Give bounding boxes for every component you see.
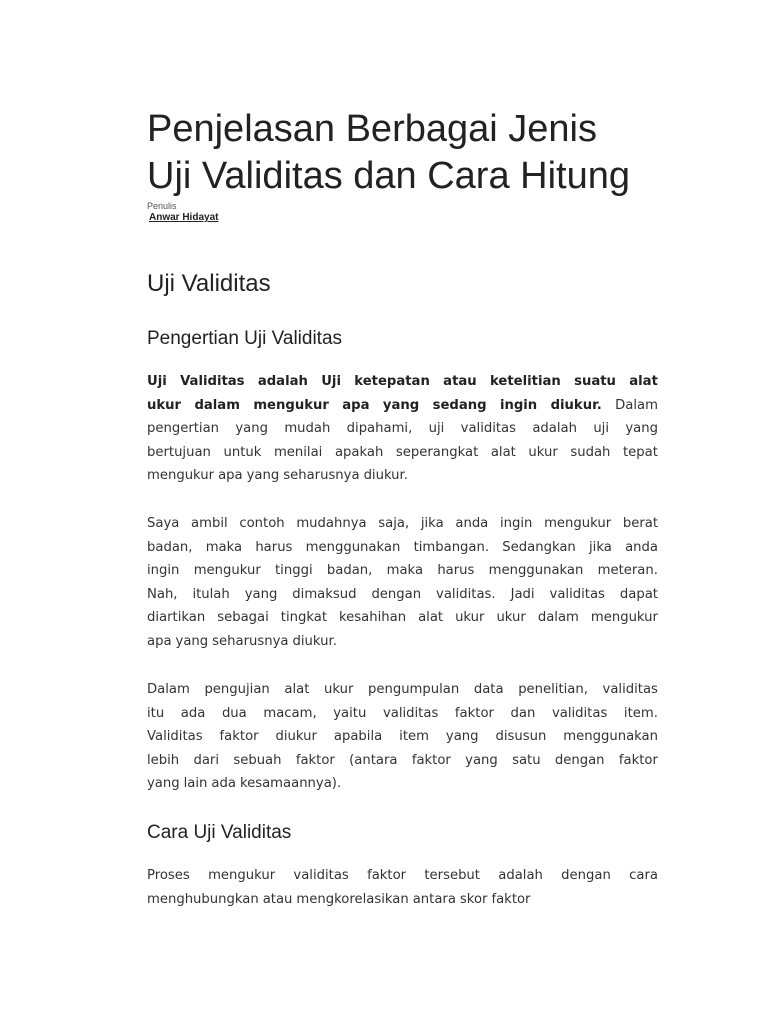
word: Uji bbox=[321, 374, 341, 389]
word: dimaksud bbox=[292, 586, 357, 602]
paragraph-line bbox=[147, 370, 658, 394]
word: validitas bbox=[382, 705, 439, 721]
paragraph-process bbox=[147, 864, 658, 911]
word: apa bbox=[218, 468, 243, 484]
word: seharusnya bbox=[212, 633, 289, 649]
word: mengukur bbox=[253, 397, 329, 413]
paragraph-line bbox=[147, 630, 658, 654]
word: faktor bbox=[367, 868, 407, 883]
word: ukur bbox=[455, 610, 485, 626]
paragraph-line bbox=[147, 464, 658, 488]
word: apa bbox=[147, 633, 172, 649]
word: harus bbox=[255, 539, 293, 555]
word: dalam bbox=[537, 610, 579, 626]
word: diartikan bbox=[147, 610, 206, 626]
word: ketelitian bbox=[490, 374, 561, 389]
word: dipahami, bbox=[346, 421, 413, 437]
word: faktor bbox=[491, 891, 531, 907]
word: kesahihan bbox=[339, 610, 407, 626]
word: dari bbox=[193, 752, 220, 768]
word: dan bbox=[510, 705, 536, 721]
word: anda bbox=[455, 516, 489, 531]
word: apakah bbox=[334, 444, 384, 460]
word: tersebut bbox=[424, 868, 480, 883]
word: diukur. bbox=[550, 397, 602, 413]
paragraph-line bbox=[147, 749, 658, 773]
word: ada bbox=[211, 776, 236, 792]
word: validitas. bbox=[436, 586, 496, 602]
word: dengan bbox=[554, 752, 605, 768]
word: suatu bbox=[574, 374, 616, 389]
word: alat bbox=[490, 444, 516, 460]
subheading-pengertian: Pengertian Uji Validitas bbox=[147, 328, 343, 349]
word: menggunakan bbox=[563, 729, 658, 745]
word: validitas bbox=[460, 421, 517, 437]
word: faktor bbox=[219, 729, 259, 745]
word: yang bbox=[246, 468, 280, 484]
section-heading-uji-validitas: Uji Validitas bbox=[147, 270, 271, 297]
paragraph-line bbox=[147, 559, 658, 583]
word: pengertian bbox=[147, 421, 220, 437]
subheading-cara: Cara Uji Validitas bbox=[147, 822, 292, 843]
word: timbangan. bbox=[413, 539, 490, 555]
word: Validitas bbox=[180, 374, 245, 389]
word: kesamaannya). bbox=[239, 776, 342, 792]
word: adalah bbox=[532, 421, 577, 437]
word: Jadi bbox=[510, 586, 535, 602]
word: meteran. bbox=[597, 563, 658, 579]
word: validitas bbox=[602, 682, 658, 697]
article-title bbox=[147, 106, 667, 200]
word: menggunakan bbox=[488, 563, 584, 579]
paragraph-line bbox=[147, 441, 658, 465]
word: disusun bbox=[495, 729, 547, 745]
word: sebuah bbox=[233, 752, 282, 768]
word: (antara bbox=[349, 752, 398, 768]
word: diukur. bbox=[363, 468, 408, 484]
word: Saya bbox=[147, 516, 180, 531]
word: dengan bbox=[371, 586, 422, 602]
word: bertujuan bbox=[147, 444, 211, 460]
word: badan, bbox=[326, 563, 373, 579]
word: yaitu bbox=[333, 705, 367, 721]
word: ukur bbox=[496, 610, 526, 626]
word: mudah bbox=[284, 421, 331, 437]
word: uji bbox=[428, 421, 445, 437]
word: item bbox=[399, 729, 429, 745]
word: seperangkat bbox=[395, 444, 479, 460]
word: apabila bbox=[333, 729, 383, 745]
word: ketepatan bbox=[354, 374, 430, 389]
word: validitas bbox=[549, 586, 605, 602]
word: mengukur bbox=[193, 563, 261, 579]
word: itu bbox=[147, 705, 165, 721]
word: mudahnya bbox=[296, 516, 367, 531]
paragraph-definition bbox=[147, 370, 658, 488]
word: tinggi bbox=[275, 563, 313, 579]
word: validitas bbox=[293, 868, 349, 883]
word: harus bbox=[437, 563, 475, 579]
word: Uji bbox=[147, 374, 167, 389]
word: Dalam bbox=[147, 682, 190, 697]
word: dengan bbox=[561, 868, 611, 883]
word: mengukur bbox=[208, 868, 276, 883]
word: yang bbox=[147, 776, 180, 792]
word: ukur bbox=[147, 397, 182, 413]
word: anda bbox=[625, 539, 658, 555]
word: yang bbox=[625, 421, 658, 437]
word: yang bbox=[465, 752, 498, 768]
word: uji bbox=[593, 421, 609, 437]
word: ada bbox=[180, 705, 206, 721]
word: maka bbox=[386, 563, 424, 579]
word: tingkat bbox=[280, 610, 328, 626]
paragraph-line bbox=[147, 536, 658, 560]
paragraph-line bbox=[147, 702, 658, 726]
paragraph-line bbox=[147, 394, 658, 418]
word: diukur. bbox=[292, 633, 337, 649]
word: yang bbox=[244, 586, 278, 602]
article-title-line-2: Uji Validitas dan Cara Hitung bbox=[147, 155, 630, 197]
word: skor bbox=[459, 891, 488, 907]
word: Proses bbox=[147, 868, 190, 883]
word: ukur bbox=[528, 444, 558, 460]
paragraph-line bbox=[147, 678, 658, 702]
word: mengkorelasikan bbox=[296, 891, 409, 907]
word: mengukur bbox=[544, 516, 612, 531]
word: pengujian bbox=[204, 682, 270, 697]
word: pengumpulan bbox=[367, 682, 460, 697]
word: Validitas bbox=[147, 729, 203, 745]
author-label: Penulis bbox=[147, 201, 177, 211]
word: adalah bbox=[498, 868, 543, 883]
word: yang bbox=[445, 729, 479, 745]
word: alat bbox=[284, 682, 310, 697]
word: yang bbox=[175, 633, 209, 649]
word: item. bbox=[623, 705, 658, 721]
word: apa bbox=[342, 397, 370, 413]
word: macam, bbox=[263, 705, 317, 721]
word: penelitian, bbox=[518, 682, 588, 697]
word: saja, bbox=[378, 516, 410, 531]
paragraph-line bbox=[147, 772, 658, 796]
word: maka bbox=[205, 539, 243, 555]
word: yang bbox=[382, 397, 420, 413]
word: alat bbox=[418, 610, 444, 626]
word: lain bbox=[183, 776, 208, 792]
article-title-line-1: Penjelasan Berbagai Jenis bbox=[147, 108, 597, 150]
word: contoh bbox=[239, 516, 285, 531]
word: atau bbox=[262, 891, 293, 907]
paragraph-example bbox=[147, 512, 658, 654]
word: faktor bbox=[295, 752, 335, 768]
word: ukur bbox=[324, 682, 354, 697]
word: seharusnya bbox=[283, 468, 360, 484]
word: ingin bbox=[147, 563, 180, 579]
word: ambil bbox=[191, 516, 228, 531]
word: satu bbox=[512, 752, 541, 768]
word: faktor bbox=[411, 752, 451, 768]
word: faktor bbox=[618, 752, 658, 768]
word: diukur bbox=[275, 729, 317, 745]
word: yang bbox=[235, 421, 268, 437]
word: cara bbox=[629, 868, 658, 883]
word: itulah bbox=[192, 586, 230, 602]
word: dalam bbox=[194, 397, 240, 413]
word: mengukur bbox=[590, 610, 658, 626]
word: antara bbox=[412, 891, 456, 907]
paragraph-line bbox=[147, 417, 658, 441]
word: menggunakan bbox=[305, 539, 401, 555]
word: mengukur bbox=[147, 468, 215, 484]
word: Nah, bbox=[147, 586, 178, 602]
paragraph-line bbox=[147, 864, 658, 888]
word: badan, bbox=[147, 539, 193, 555]
word: sudah bbox=[570, 444, 611, 460]
word: berat bbox=[622, 516, 658, 531]
word: jika bbox=[589, 539, 612, 555]
paragraph-line bbox=[147, 888, 658, 912]
paragraph-line bbox=[147, 725, 658, 749]
paragraph-line bbox=[147, 583, 658, 607]
word: faktor bbox=[454, 705, 494, 721]
author-link[interactable]: Anwar Hidayat bbox=[149, 212, 219, 223]
word: alat bbox=[629, 374, 658, 389]
paragraph-types bbox=[147, 678, 658, 796]
word: validitas bbox=[551, 705, 608, 721]
word: dapat bbox=[619, 586, 658, 602]
word: ingin bbox=[499, 397, 538, 413]
word: untuk bbox=[223, 444, 262, 460]
word: sedang bbox=[432, 397, 487, 413]
word: jika bbox=[420, 516, 444, 531]
word: adalah bbox=[257, 374, 308, 389]
word: dua bbox=[221, 705, 247, 721]
word: ingin bbox=[499, 516, 533, 531]
paragraph-line bbox=[147, 606, 658, 630]
word: Sedangkan bbox=[502, 539, 576, 555]
word: sebagai bbox=[217, 610, 269, 626]
word: atau bbox=[443, 374, 477, 389]
word: menghubungkan bbox=[147, 891, 259, 907]
paragraph-line bbox=[147, 512, 658, 536]
word: Dalam bbox=[615, 397, 658, 413]
word: data bbox=[473, 682, 504, 697]
word: menilai bbox=[273, 444, 323, 460]
word: tepat bbox=[623, 444, 658, 460]
word: lebih bbox=[147, 752, 180, 768]
